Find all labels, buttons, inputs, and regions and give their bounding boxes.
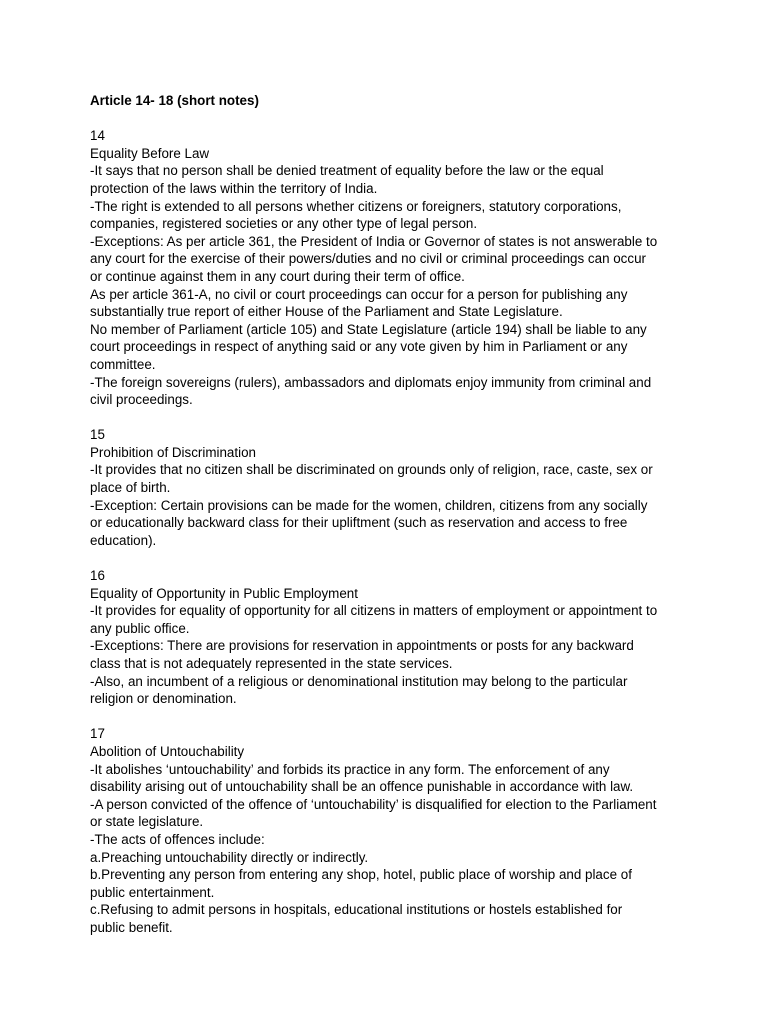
article-text-line: c.Refusing to admit persons in hospitals, educational institutions or hostels established for [90,902,623,918]
article-section-17 [90,725,690,936]
article-section-15 [90,426,690,549]
article-text-line: religion or denomination. [90,691,237,707]
article-number: 17 [90,726,105,742]
article-text-line: disability arising out of untouchability shall be an offence punishable in accordance with law. [90,779,634,795]
article-text-line: any public office. [90,620,190,636]
article-text-line: -Exception: Certain provisions can be made for the women, children, citizens from any socially [90,497,648,513]
article-text-line: -The foreign sovereigns (rulers), ambassadors and diplomats enjoy immunity from criminal and [90,374,652,390]
article-section-14 [90,127,690,409]
article-number: 14 [90,128,105,144]
article-section-16 [90,567,690,708]
article-text-line: committee. [90,356,156,372]
article-text-line: any court for the exercise of their powers/duties and no civil or criminal proceedings can occur [90,251,646,267]
article-text-line: -It provides for equality of opportunity for all citizens in matters of employment or appointment to [90,603,658,619]
article-text-line: -A person convicted of the offence of ‘untouchability’ is disqualified for election to the Parliament [90,796,657,812]
article-text-line: protection of the laws within the territory of India. [90,180,378,196]
article-text-line: substantially true report of either House of the Parliament and State Legislature. [90,304,563,320]
article-text-line: court proceedings in respect of anything said or any vote given by him in Parliament or any [90,339,628,355]
article-text-line: or state legislature. [90,814,204,830]
article-text-line: No member of Parliament (article 105) and State Legislature (article 194) shall be liable to any [90,321,647,337]
article-text-line: public benefit. [90,919,173,935]
document-page [90,92,690,937]
article-heading: Equality of Opportunity in Public Employment [90,585,358,601]
article-text-line: b.Preventing any person from entering any shop, hotel, public place of worship and place of [90,867,632,883]
article-text-line: companies, registered societies or any other type of legal person. [90,216,478,232]
article-text-line: -Also, an incumbent of a religious or denominational institution may belong to the particular [90,673,628,689]
article-text-line: -The right is extended to all persons whether citizens or foreigners, statutory corporations, [90,198,622,214]
article-heading: Equality Before Law [90,145,210,161]
article-text-line: public entertainment. [90,884,215,900]
article-text-line: -It provides that no citizen shall be discriminated on grounds only of religion, race, caste, sex or [90,462,653,478]
article-heading: Prohibition of Discrimination [90,444,256,460]
article-text-line: or continue against them in any court during their term of office. [90,268,465,284]
article-text-line: civil proceedings. [90,392,193,408]
article-text-line: class that is not adequately represented in the state services. [90,656,453,671]
article-heading: Abolition of Untouchability [90,743,245,759]
article-number: 16 [90,568,105,584]
article-text-line: a.Preaching untouchability directly or indirectly. [90,849,369,865]
article-text-line: place of birth. [90,480,171,496]
document-title: Article 14- 18 (short notes) [90,93,259,108]
article-text-line: -Exceptions: There are provisions for reservation in appointments or posts for any backward [90,638,634,654]
article-text-line: -Exceptions: As per article 361, the President of India or Governor of states is not answerable to [90,233,658,249]
article-text-line: -It abolishes ‘untouchability’ and forbids its practice in any form. The enforcement of any [90,761,610,777]
sections-container [90,127,690,936]
article-text-line: As per article 361-A, no civil or court proceedings can occur for a person for publishing any [90,286,628,302]
article-text-line: education). [90,532,157,548]
article-text-line: -The acts of offences include: [90,831,265,847]
article-number: 15 [90,427,105,443]
article-text-line: or educationally backward class for their upliftment (such as reservation and access to free [90,515,628,531]
article-text-line: -It says that no person shall be denied treatment of equality before the law or the equal [90,163,604,179]
